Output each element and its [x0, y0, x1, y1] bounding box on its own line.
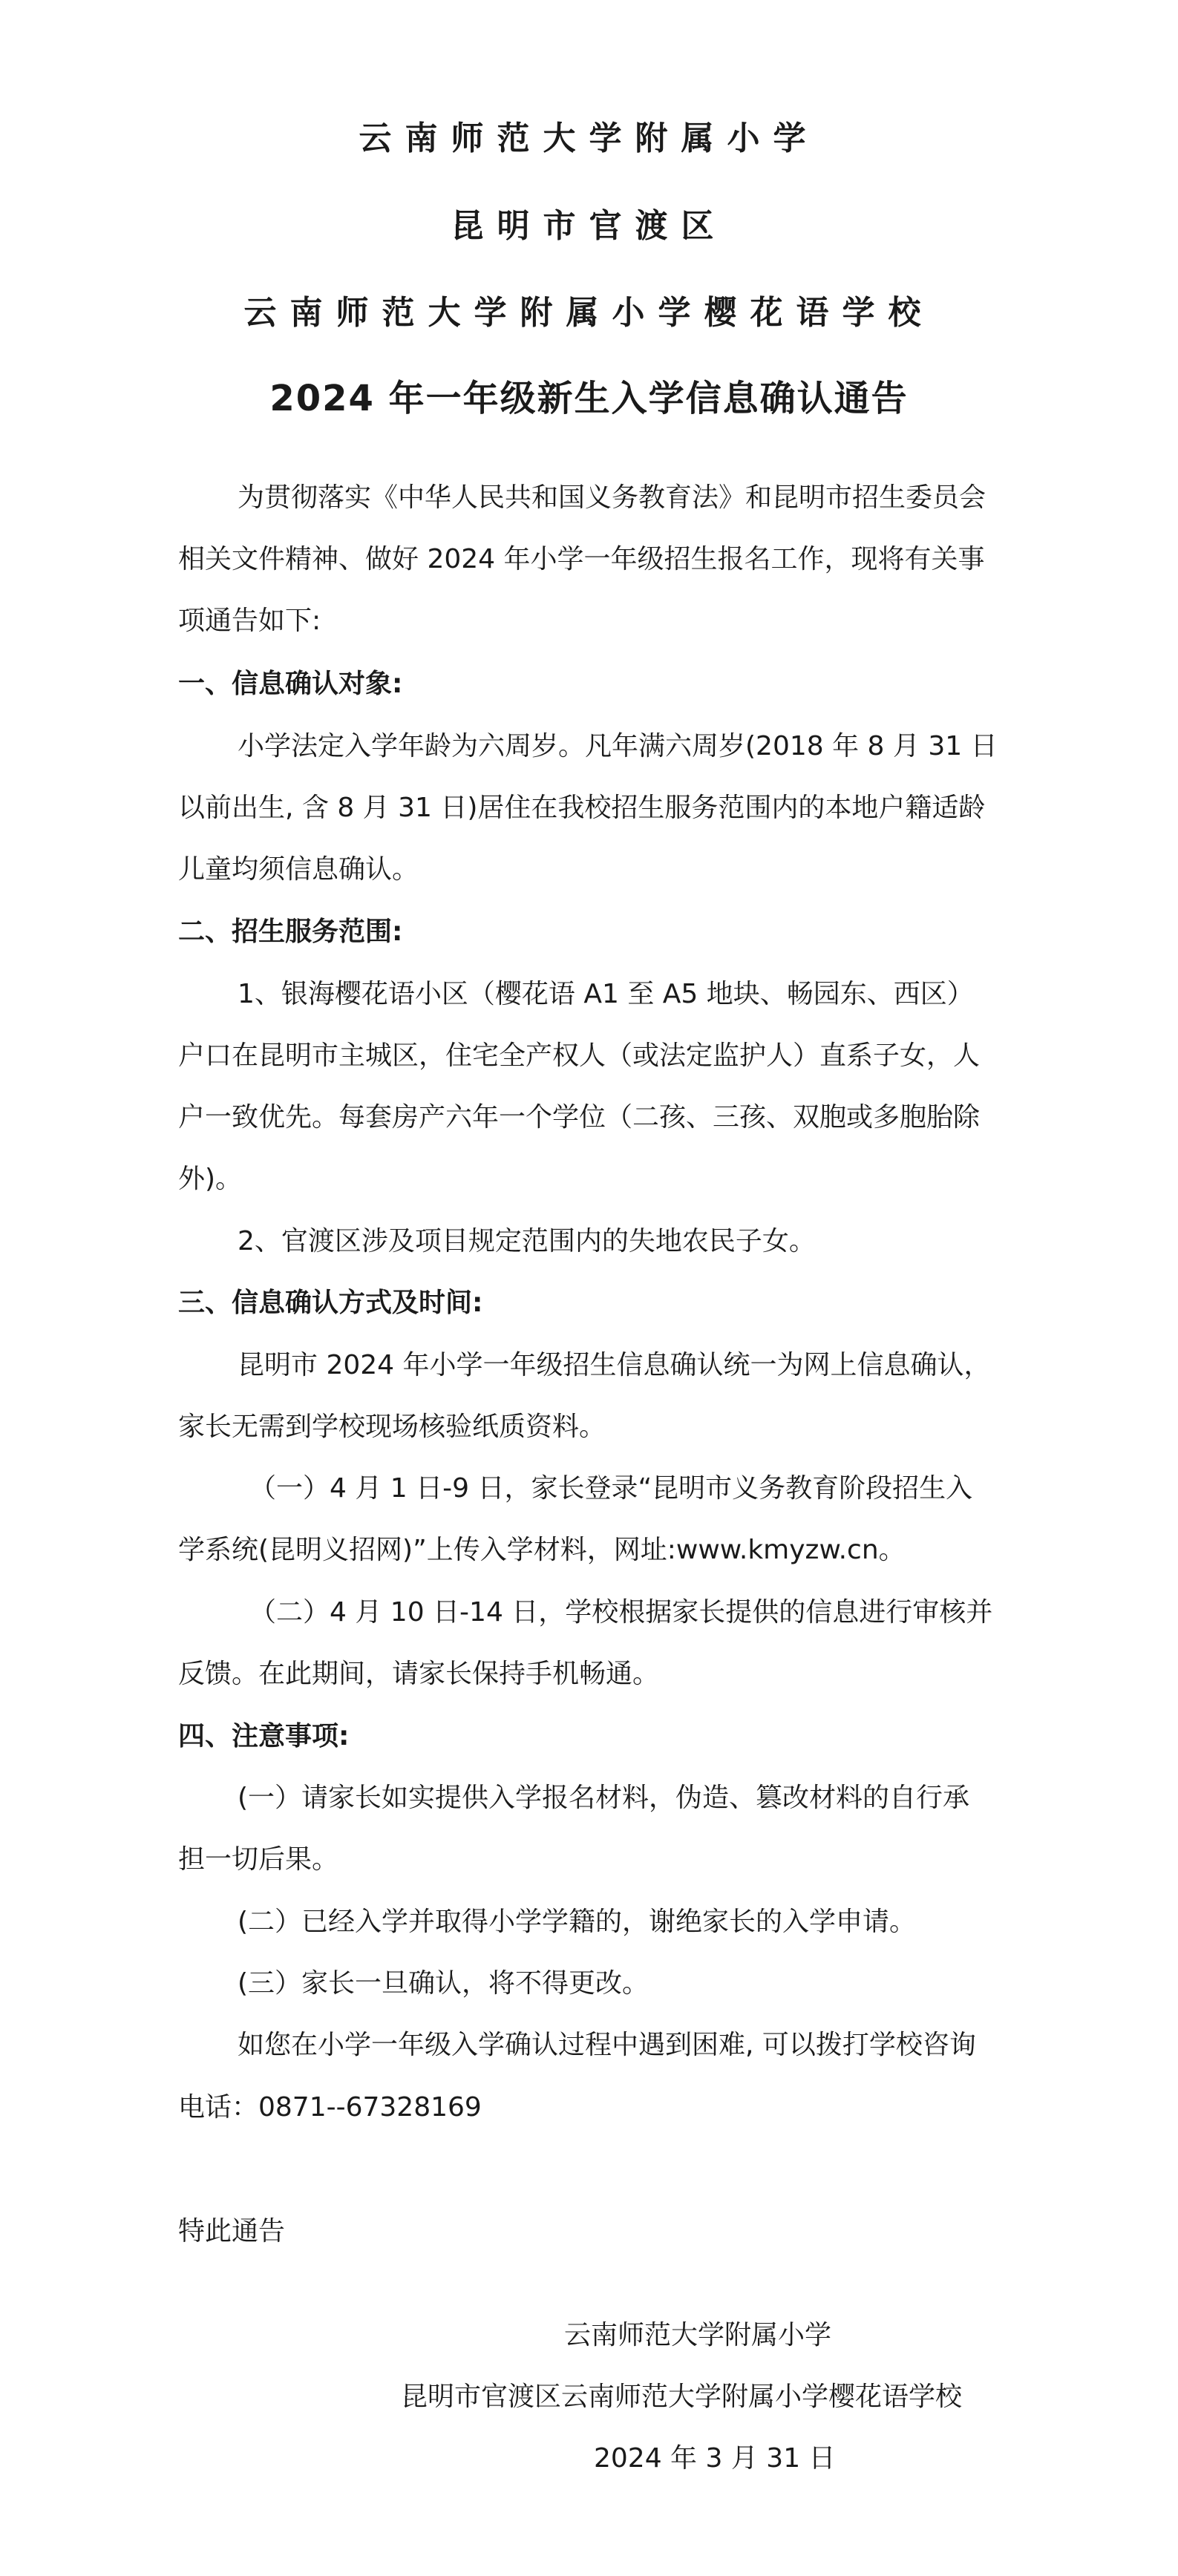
section-2-line: 1、银海樱花语小区（樱花语 A1 至 A5 地块、畅园东、西区）	[238, 979, 974, 1009]
section-4-line: (三）家长一旦确认，将不得更改。	[238, 1968, 649, 1999]
notice-title: 2024 年一年级新生入学信息确认通告	[269, 378, 909, 419]
signature-org-1: 云南师范大学附属小学	[564, 2320, 832, 2350]
section-1-line: 儿童均须信息确认。	[178, 854, 419, 885]
section-4-line: (一）请家长如实提供入学报名材料，伪造、篡改材料的自行承	[238, 1783, 970, 1813]
closing-text: 特此通告	[178, 2216, 286, 2246]
intro-line: 为贯彻落实《中华人民共和国义务教育法》和昆明市招生委员会	[238, 482, 986, 513]
section-3-line: （一）4 月 1 日-9 日，家长登录“昆明市义务教育阶段招生入	[249, 1473, 973, 1504]
section-4-line: 担一切后果。	[178, 1844, 339, 1875]
section-2-line: 户口在昆明市主城区，住宅全产权人（或法定监护人）直系子女，人	[178, 1040, 981, 1071]
school-name-1: 云南师范大学附属小学	[359, 119, 819, 157]
intro-line: 项通告如下:	[178, 606, 321, 636]
district-name: 昆明市官渡区	[451, 207, 727, 245]
section-heading-3: 三、信息确认方式及时间:	[178, 1288, 483, 1318]
section-3-line: （二）4 月 10 日-14 日，学校根据家长提供的信息进行审核并	[249, 1597, 993, 1628]
section-2-line: 2、官渡区涉及项目规定范围内的失地农民子女。	[238, 1226, 816, 1256]
section-4-line: 如您在小学一年级入学确认过程中遇到困难, 可以拨打学校咨询	[238, 2030, 976, 2060]
section-2-line: 外)。	[178, 1164, 243, 1194]
signature-org-2: 昆明市官渡区云南师范大学附属小学樱花语学校	[401, 2382, 963, 2412]
section-3-line: 反馈。在此期间，请家长保持手机畅通。	[178, 1659, 660, 1689]
section-3-line: 学系统(昆明义招网)”上传入学材料，网址:www.kmyzw.cn。	[178, 1535, 906, 1565]
section-heading-2: 二、招生服务范围:	[178, 917, 403, 947]
contact-phone: 电话：0871--67328169	[178, 2092, 482, 2123]
section-3-line: 家长无需到学校现场核验纸质资料。	[178, 1412, 606, 1442]
section-2-line: 户一致优先。每套房产六年一个学位（二孩、三孩、双胞或多胞胎除	[178, 1102, 981, 1133]
signature-date: 2024 年 3 月 31 日	[594, 2443, 836, 2474]
intro-line: 相关文件精神、做好 2024 年小学一年级招生报名工作，现将有关事	[178, 544, 985, 574]
section-heading-1: 一、信息确认对象:	[178, 669, 403, 699]
section-heading-4: 四、注意事项:	[178, 1721, 350, 1751]
section-4-line: (二）已经入学并取得小学学籍的，谢绝家长的入学申请。	[238, 1907, 917, 1937]
section-3-line: 昆明市 2024 年小学一年级招生信息确认统一为网上信息确认，	[238, 1350, 991, 1380]
section-1-line: 以前出生, 含 8 月 31 日)居住在我校招生服务范围内的本地户籍适龄	[178, 793, 986, 823]
section-1-line: 小学法定入学年龄为六周岁。凡年满六周岁(2018 年 8 月 31 日	[238, 731, 998, 761]
school-name-2: 云南师范大学附属小学樱花语学校	[243, 294, 935, 332]
